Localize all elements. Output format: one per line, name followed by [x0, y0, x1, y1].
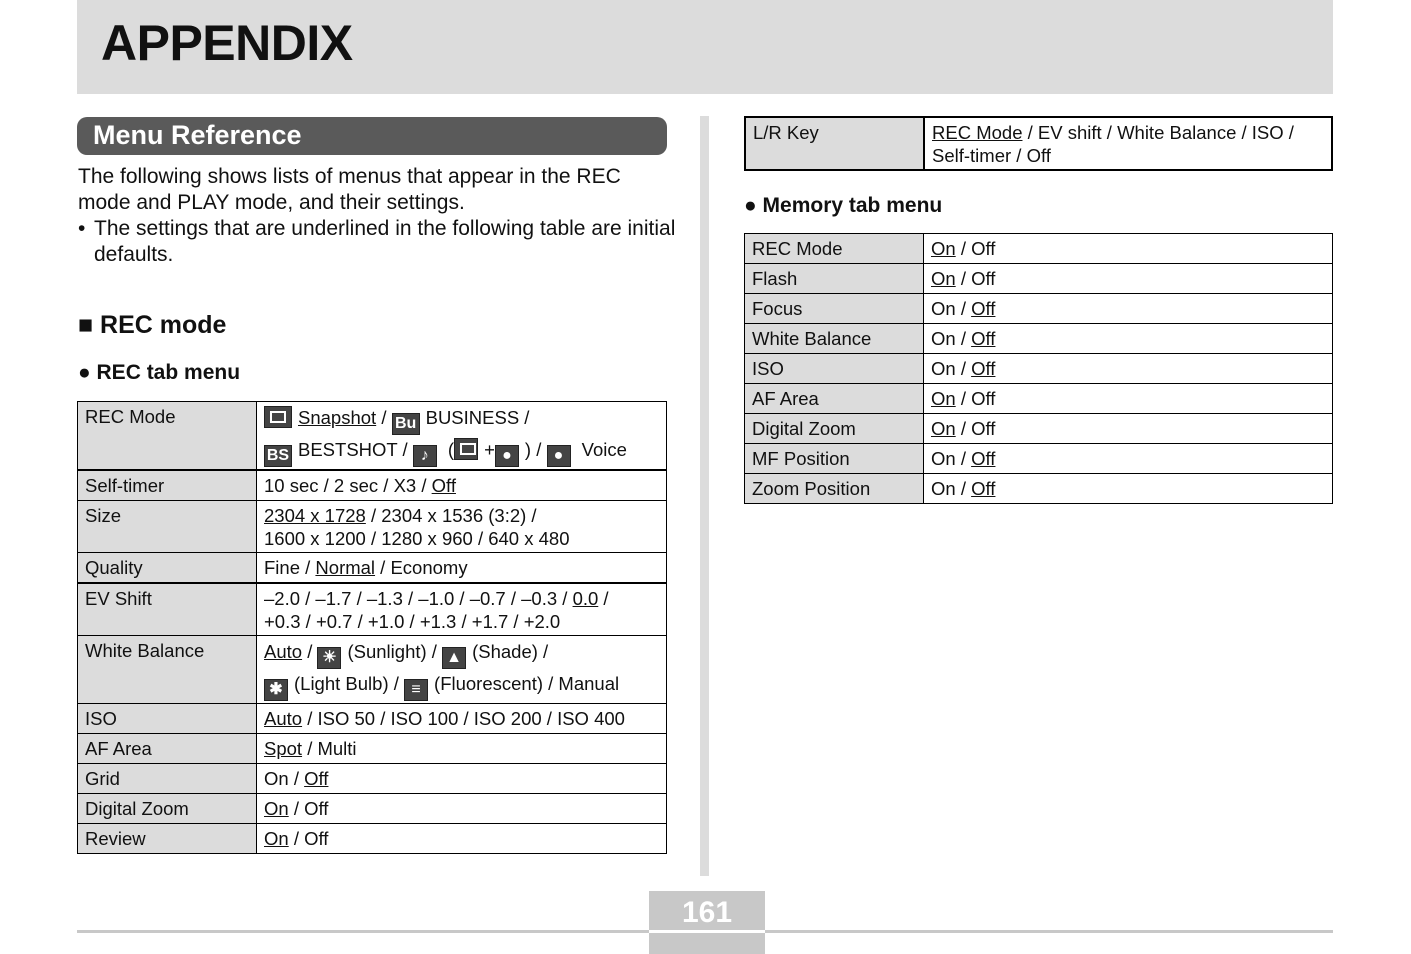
option-text: –2.0 / –1.7 / –1.3 / –1.0 / –0.7 / –0.3 / — [264, 588, 573, 609]
table-row — [78, 553, 667, 584]
option-text: / Off — [288, 828, 329, 849]
table-row — [78, 734, 667, 764]
row-label: REC Mode — [78, 402, 257, 471]
table-row — [78, 402, 667, 471]
default-value: 2304 x 1728 — [264, 505, 366, 526]
default-value: Snapshot — [298, 407, 377, 428]
option-off: Off — [971, 358, 996, 379]
separator: / — [955, 328, 972, 349]
fluorescent-icon: ≡ — [404, 679, 428, 701]
row-value: Auto / ☀ (Sunlight) / ▲ (Shade) / ✱ (Light Bulb) / ≡ (Fluorescent) / Manual — [257, 636, 667, 704]
default-value: Off — [304, 768, 329, 789]
sunlight-icon: ☀ — [317, 647, 341, 669]
row-value — [924, 474, 1333, 504]
snapshot-icon — [264, 406, 292, 428]
intro-paragraph: The following shows lists of menus that appear in the REC mode and PLAY mode, and their settings. — [78, 165, 621, 214]
option-text: / EV shift / White Balance / ISO / — [1022, 122, 1294, 143]
bestshot-icon: BS — [264, 445, 292, 467]
option-text: (Shade) / — [472, 641, 549, 662]
row-label: EV Shift — [78, 583, 257, 636]
row-value — [924, 384, 1333, 414]
row-value — [257, 501, 667, 553]
table-row — [78, 704, 667, 734]
row-label: Zoom Position — [745, 474, 924, 504]
option-on: On — [931, 298, 956, 319]
option-on: On — [931, 238, 956, 259]
option-text: 1600 x 1200 / 1280 x 960 / 640 x 480 — [264, 528, 570, 549]
option-off: Off — [971, 448, 996, 469]
page-number-band — [649, 930, 765, 933]
option-text: 10 sec / 2 sec / X3 / — [264, 475, 432, 496]
table-row — [745, 117, 1332, 170]
default-value: Auto — [264, 708, 303, 729]
row-value — [924, 264, 1333, 294]
memory-tab-heading: ● Memory tab menu — [744, 194, 943, 217]
row-label: REC Mode — [745, 234, 924, 264]
row-label: Digital Zoom — [78, 794, 257, 824]
page-number: 161 — [681, 896, 733, 929]
table-row — [78, 583, 667, 636]
lr-key-table — [744, 116, 1333, 171]
option-on: On — [931, 268, 956, 289]
option-off: Off — [971, 418, 996, 439]
row-label: Self-timer — [78, 470, 257, 501]
separator: / — [955, 448, 972, 469]
memory-tab-table — [744, 233, 1333, 504]
audio-snapshot-icon: ♪ — [413, 445, 437, 467]
row-label: Quality — [78, 553, 257, 584]
option-text: BUSINESS — [425, 407, 520, 428]
shade-icon: ▲ — [442, 647, 466, 669]
bullet-text: The settings that are underlined in the following table are initial defaults. — [94, 217, 676, 266]
default-value: On — [264, 828, 289, 849]
table-row — [78, 824, 667, 854]
table-row — [745, 264, 1333, 294]
option-off: Off — [971, 328, 996, 349]
separator: / — [955, 268, 972, 289]
option-text: / ISO 50 / ISO 100 / ISO 200 / ISO 400 — [302, 708, 625, 729]
row-label: Review — [78, 824, 257, 854]
row-value — [257, 734, 667, 764]
row-label: White Balance — [745, 324, 924, 354]
option-text: (Light Bulb) / — [294, 673, 399, 694]
table-row — [745, 414, 1333, 444]
table-row — [745, 384, 1333, 414]
option-off: Off — [971, 388, 996, 409]
business-icon: Bu — [392, 413, 420, 435]
row-label: Size — [78, 501, 257, 553]
row-value — [924, 324, 1333, 354]
row-value — [924, 414, 1333, 444]
row-label: ISO — [745, 354, 924, 384]
rec-tab-heading: ● REC tab menu — [78, 361, 241, 384]
option-text: +0.3 / +0.7 / +1.0 / +1.3 / +1.7 / +2.0 — [264, 611, 561, 632]
separator: / — [955, 388, 972, 409]
table-row — [745, 294, 1333, 324]
option-off: Off — [971, 298, 996, 319]
row-label: AF Area — [745, 384, 924, 414]
page-number-box — [649, 891, 765, 954]
default-value: 0.0 — [572, 588, 599, 609]
table-row — [78, 764, 667, 794]
row-value: Snapshot / Bu BUSINESS / BS BESTSHOT / ♪ ( + ● ) / ● Voice — [257, 402, 667, 471]
default-value: On — [264, 798, 289, 819]
row-value — [257, 764, 667, 794]
page-header — [77, 0, 1333, 94]
row-label: Digital Zoom — [745, 414, 924, 444]
option-text: / Off — [288, 798, 329, 819]
option-on: On — [931, 388, 956, 409]
table-row — [78, 501, 667, 553]
option-text: On / — [264, 768, 305, 789]
row-label: L/R Key — [745, 117, 924, 170]
separator: / — [955, 478, 972, 499]
option-text: / 2304 x 1536 (3:2) / — [365, 505, 537, 526]
row-label: ISO — [78, 704, 257, 734]
option-on: On — [931, 328, 956, 349]
default-value: Spot — [264, 738, 303, 759]
light-bulb-icon: ✱ — [264, 679, 288, 701]
bullet-mark: • — [78, 217, 86, 240]
row-label: AF Area — [78, 734, 257, 764]
separator: / — [955, 238, 972, 259]
row-value — [924, 354, 1333, 384]
row-label: Flash — [745, 264, 924, 294]
option-text: (Sunlight) / — [347, 641, 437, 662]
option-on: On — [931, 448, 956, 469]
option-on: On — [931, 418, 956, 439]
row-label: Focus — [745, 294, 924, 324]
row-value — [257, 553, 667, 584]
table-row — [745, 474, 1333, 504]
row-value — [257, 704, 667, 734]
option-text: / Economy — [375, 557, 468, 578]
default-value: Auto — [264, 641, 303, 662]
option-on: On — [931, 358, 956, 379]
table-row — [745, 234, 1333, 264]
row-value — [257, 824, 667, 854]
option-text: (Fluorescent) / Manual — [434, 673, 620, 694]
row-value — [924, 444, 1333, 474]
option-off: Off — [971, 478, 996, 499]
option-text: Voice — [581, 439, 627, 460]
snapshot-icon — [454, 438, 478, 460]
option-on: On — [931, 478, 956, 499]
table-row — [78, 636, 667, 704]
rec-tab-table — [77, 401, 667, 854]
separator: / — [955, 358, 972, 379]
option-text: / — [598, 588, 609, 609]
row-value — [257, 470, 667, 501]
default-value: REC Mode — [932, 122, 1023, 143]
row-label: Grid — [78, 764, 257, 794]
voice-microphone-icon: ● — [547, 445, 571, 467]
option-off: Off — [971, 238, 996, 259]
rec-mode-heading: ■ REC mode — [78, 311, 227, 339]
row-value — [924, 117, 1332, 170]
separator: / — [955, 298, 972, 319]
table-row — [745, 354, 1333, 384]
page-title: APPENDIX — [101, 15, 353, 71]
default-value: Off — [431, 475, 456, 496]
microphone-icon: ● — [495, 445, 519, 467]
table-row — [745, 444, 1333, 474]
table-row — [745, 324, 1333, 354]
option-text: Self-timer / Off — [932, 145, 1051, 166]
row-value — [257, 794, 667, 824]
option-text: Fine / — [264, 557, 316, 578]
column-divider — [700, 116, 709, 876]
row-label: White Balance — [78, 636, 257, 704]
separator: / — [955, 418, 972, 439]
option-text: / Multi — [302, 738, 357, 759]
option-text: BESTSHOT — [298, 439, 398, 460]
row-value — [924, 294, 1333, 324]
option-off: Off — [971, 268, 996, 289]
table-row — [78, 470, 667, 501]
intro-text — [78, 164, 678, 268]
row-value — [924, 234, 1333, 264]
row-label: MF Position — [745, 444, 924, 474]
default-value: Normal — [315, 557, 376, 578]
intro-bullet — [78, 216, 678, 268]
row-value — [257, 583, 667, 636]
table-row — [78, 794, 667, 824]
section-title: Menu Reference — [77, 117, 667, 155]
